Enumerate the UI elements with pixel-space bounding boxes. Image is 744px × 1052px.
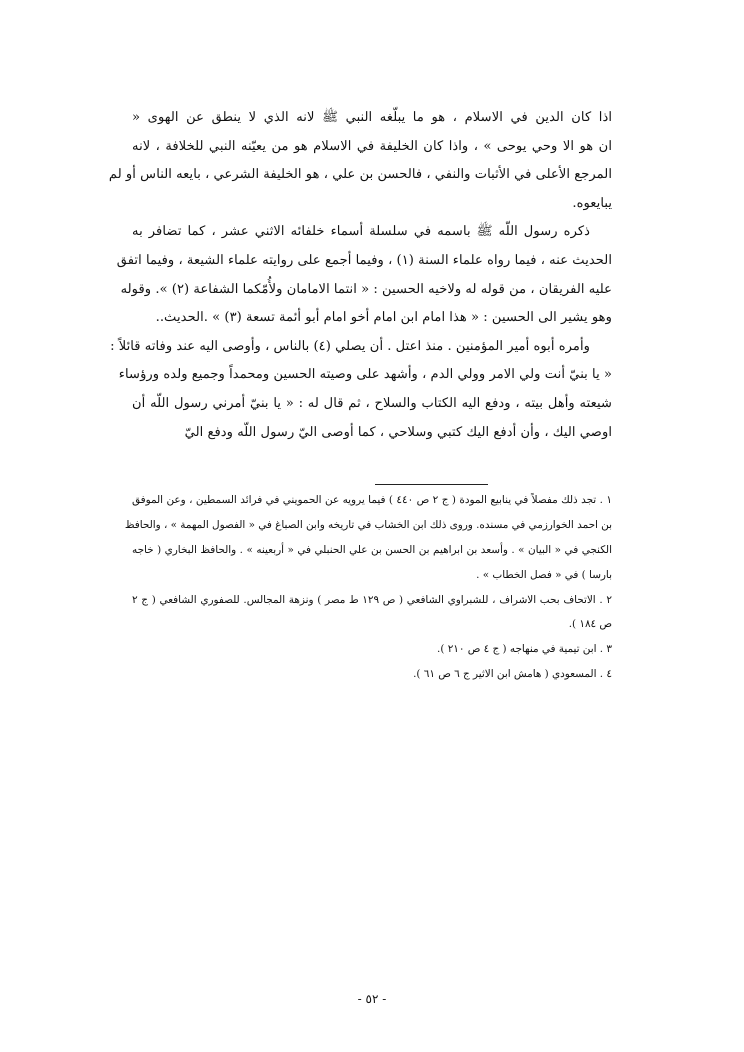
text-line: يبايعوه.: [572, 195, 612, 211]
page-number: - ٥٢ -: [357, 992, 387, 1006]
footnote-line: ٤ . المسعودي ( هامش ابن الاثير ج ٦ ص ٦١ ).: [413, 668, 612, 681]
footnote-line: ٣ . ابن تيمية في منهاجه ( ج ٤ ص ٢١٠ ).: [437, 643, 612, 656]
footnote-line: ص ١٨٤ ).: [568, 618, 612, 631]
footnote-divider: [375, 484, 488, 485]
text-line: ذكره رسول اللّه ﷺ باسمه في سلسلة أسماء خلفائه الاثني عشر ، كما تضافر به: [132, 224, 590, 240]
footnote-line: بن احمد الخوارزمي في مسنده. وروى ذلك ابن الخشاب في تاريخه وابن الصباغ في « الفصول المهمة » ، والحافظ: [124, 518, 612, 531]
text-line: اوصي اليك ، وأن أدفع اليك كتبي وسلاحي ، كما أوصى اليّ رسول اللّه ودفع اليّ: [184, 424, 612, 440]
text-line: وأمره أبوه أمير المؤمنين . منذ اعتل . أن يصلي (٤) بالناس ، وأوصى اليه عند وفاته قائلاً :: [110, 338, 590, 354]
text-line: وهو يشير الى الحسين : « هذا امام ابن امام أخو امام أبو أئمة تسعة (٣) » .الحديث..: [155, 310, 612, 326]
text-line: اذا كان الدين في الاسلام ، هو ما يبلّغه النبي ﷺ لانه الذي لا ينطق عن الهوى «: [132, 110, 612, 125]
text-line: الحديث عنه ، فيما رواه علماء السنة (١) ، وفيما أجمع على روايته علماء الشيعة ، وفيما اتفق: [116, 252, 612, 268]
text-line: ان هو الا وحي يوحى » ، واذا كان الخليفة في الاسلام هو من يعيّنه النبي للخلافة ، لانه: [132, 138, 612, 154]
text-line: المرجع الأعلى في الأثبات والنفي ، فالحسن بن علي ، هو الخليفة الشرعي ، بايعه الناس أو لم: [108, 167, 612, 183]
footnote-line: الكنجي في « البيان » . وأسعد بن ابراهيم بن الحسن بن علي الحنبلي في « أربعينه » . والحافظ البخاري ( خاجه: [132, 543, 612, 556]
text-line: « يا بنيّ أنت ولي الامر وولي الدم ، وأشهد على وصيته الحسين ومحمداً وجميع ولده ورؤساء: [118, 367, 612, 383]
footnotes: [124, 488, 613, 687]
footnote-line: ١ . تجد ذلك مفصلاً في ينابيع المودة ( ج ٢ ص ٤٤٠ ) فيما يرويه عن الحمويني في فرائد السمطين ، وعن الموفق: [132, 494, 613, 506]
footnote-line: بارسا ) في « فصل الخطاب » .: [476, 568, 612, 581]
main-text: [108, 104, 612, 447]
text-line: شيعته وأهل بيته ، ودفع اليه الكتاب والسلاح ، ثم قال له : « يا بنيّ أمرني رسول اللّه أن: [132, 395, 612, 411]
text-line: عليه الفريقان ، من قوله له ولاخيه الحسين : « انتما الامامان ولأُمّكما الشفاعة (٢) ». وقوله: [120, 281, 612, 297]
footnote-line: ٢ . الاتحاف بحب الاشراف ، للشبراوي الشافعي ( ص ١٢٩ ط مصر ) ونزهة المجالس. للصفوري الشافعي ( ج ٢: [132, 593, 612, 606]
